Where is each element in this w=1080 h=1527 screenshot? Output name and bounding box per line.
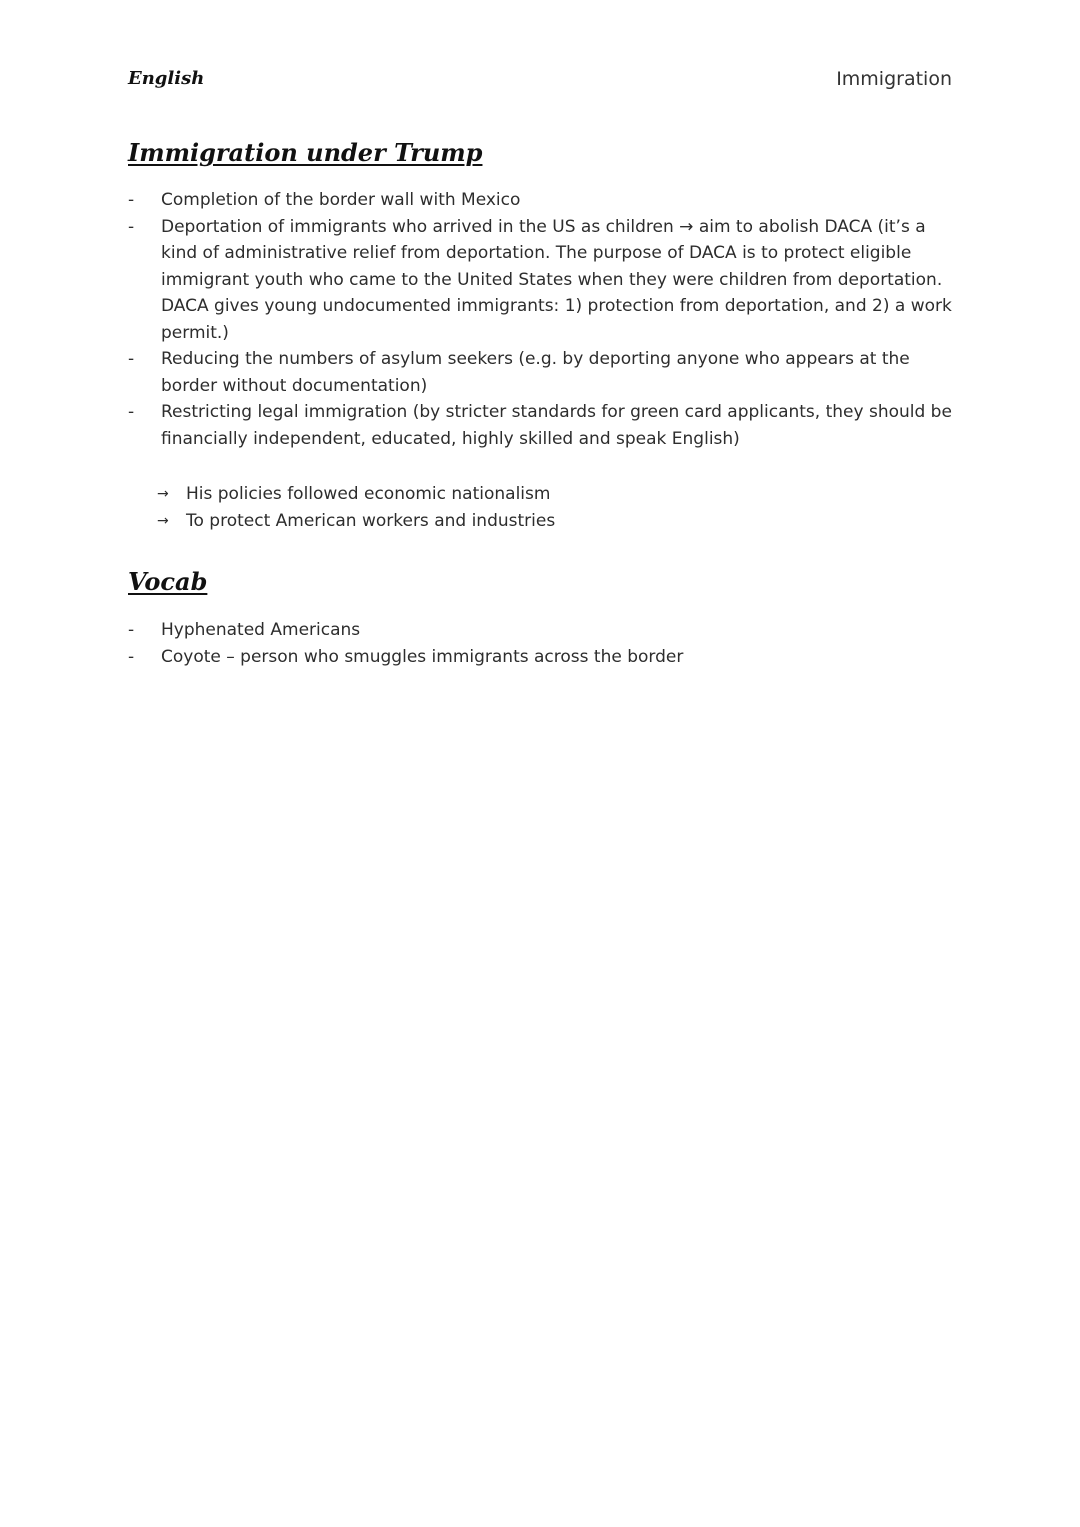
- list-item: [128, 187, 958, 214]
- arrow-right-icon: →: [157, 486, 169, 502]
- list-item: [128, 644, 958, 671]
- list-item: [128, 214, 958, 347]
- list-item: [128, 399, 958, 452]
- list-item-text: Completion of the border wall with Mexico: [161, 190, 521, 210]
- list-item: [128, 617, 958, 644]
- dash-bullet-icon: -: [128, 620, 135, 640]
- list-item: [157, 508, 857, 535]
- subject-header: English: [128, 68, 205, 89]
- dash-bullet-icon: -: [128, 190, 135, 210]
- list-item-text: His policies followed economic nationalism: [186, 484, 551, 504]
- list-item-text: Hyphenated Americans: [161, 620, 361, 640]
- dash-bullet-icon: -: [128, 646, 135, 667]
- section-title-vocab: Vocab: [128, 567, 208, 596]
- section-title-trump: Immigration under Trump: [128, 138, 483, 167]
- arrow-right-icon: →: [157, 513, 169, 529]
- dash-bullet-icon: -: [128, 216, 135, 237]
- topic-header: Immigration: [836, 68, 952, 90]
- list-item: [157, 481, 857, 508]
- list-item-text: To protect American workers and industries: [186, 511, 556, 531]
- list-item-text: Coyote – person who smuggles immigrants across the border: [161, 646, 684, 667]
- list-item: [128, 346, 958, 399]
- list-item-text: Restricting legal immigration (by stricter standards for green card applicants, they should be financially independent, educated, highly skilled and speak English): [161, 402, 952, 449]
- vocab-bullet-list: [128, 617, 958, 670]
- list-item-text: Reducing the numbers of asylum seekers (e.g. by deporting anyone who appears at the border without documentation): [161, 349, 910, 396]
- conclusion-list: [157, 481, 857, 535]
- dash-bullet-icon: -: [128, 349, 135, 369]
- trump-bullet-list: [128, 187, 958, 452]
- dash-bullet-icon: -: [128, 402, 135, 422]
- list-item-text: Deportation of immigrants who arrived in the US as children → aim to abolish DACA (it’s a kind of administrative relief from deportation. The purpose of DACA is to protect eligible immigrant youth who came to the United States when they were children from deportation. DACA gives young undocumented immigrants: 1) protection from deportation, and 2) a work permit.): [161, 216, 952, 343]
